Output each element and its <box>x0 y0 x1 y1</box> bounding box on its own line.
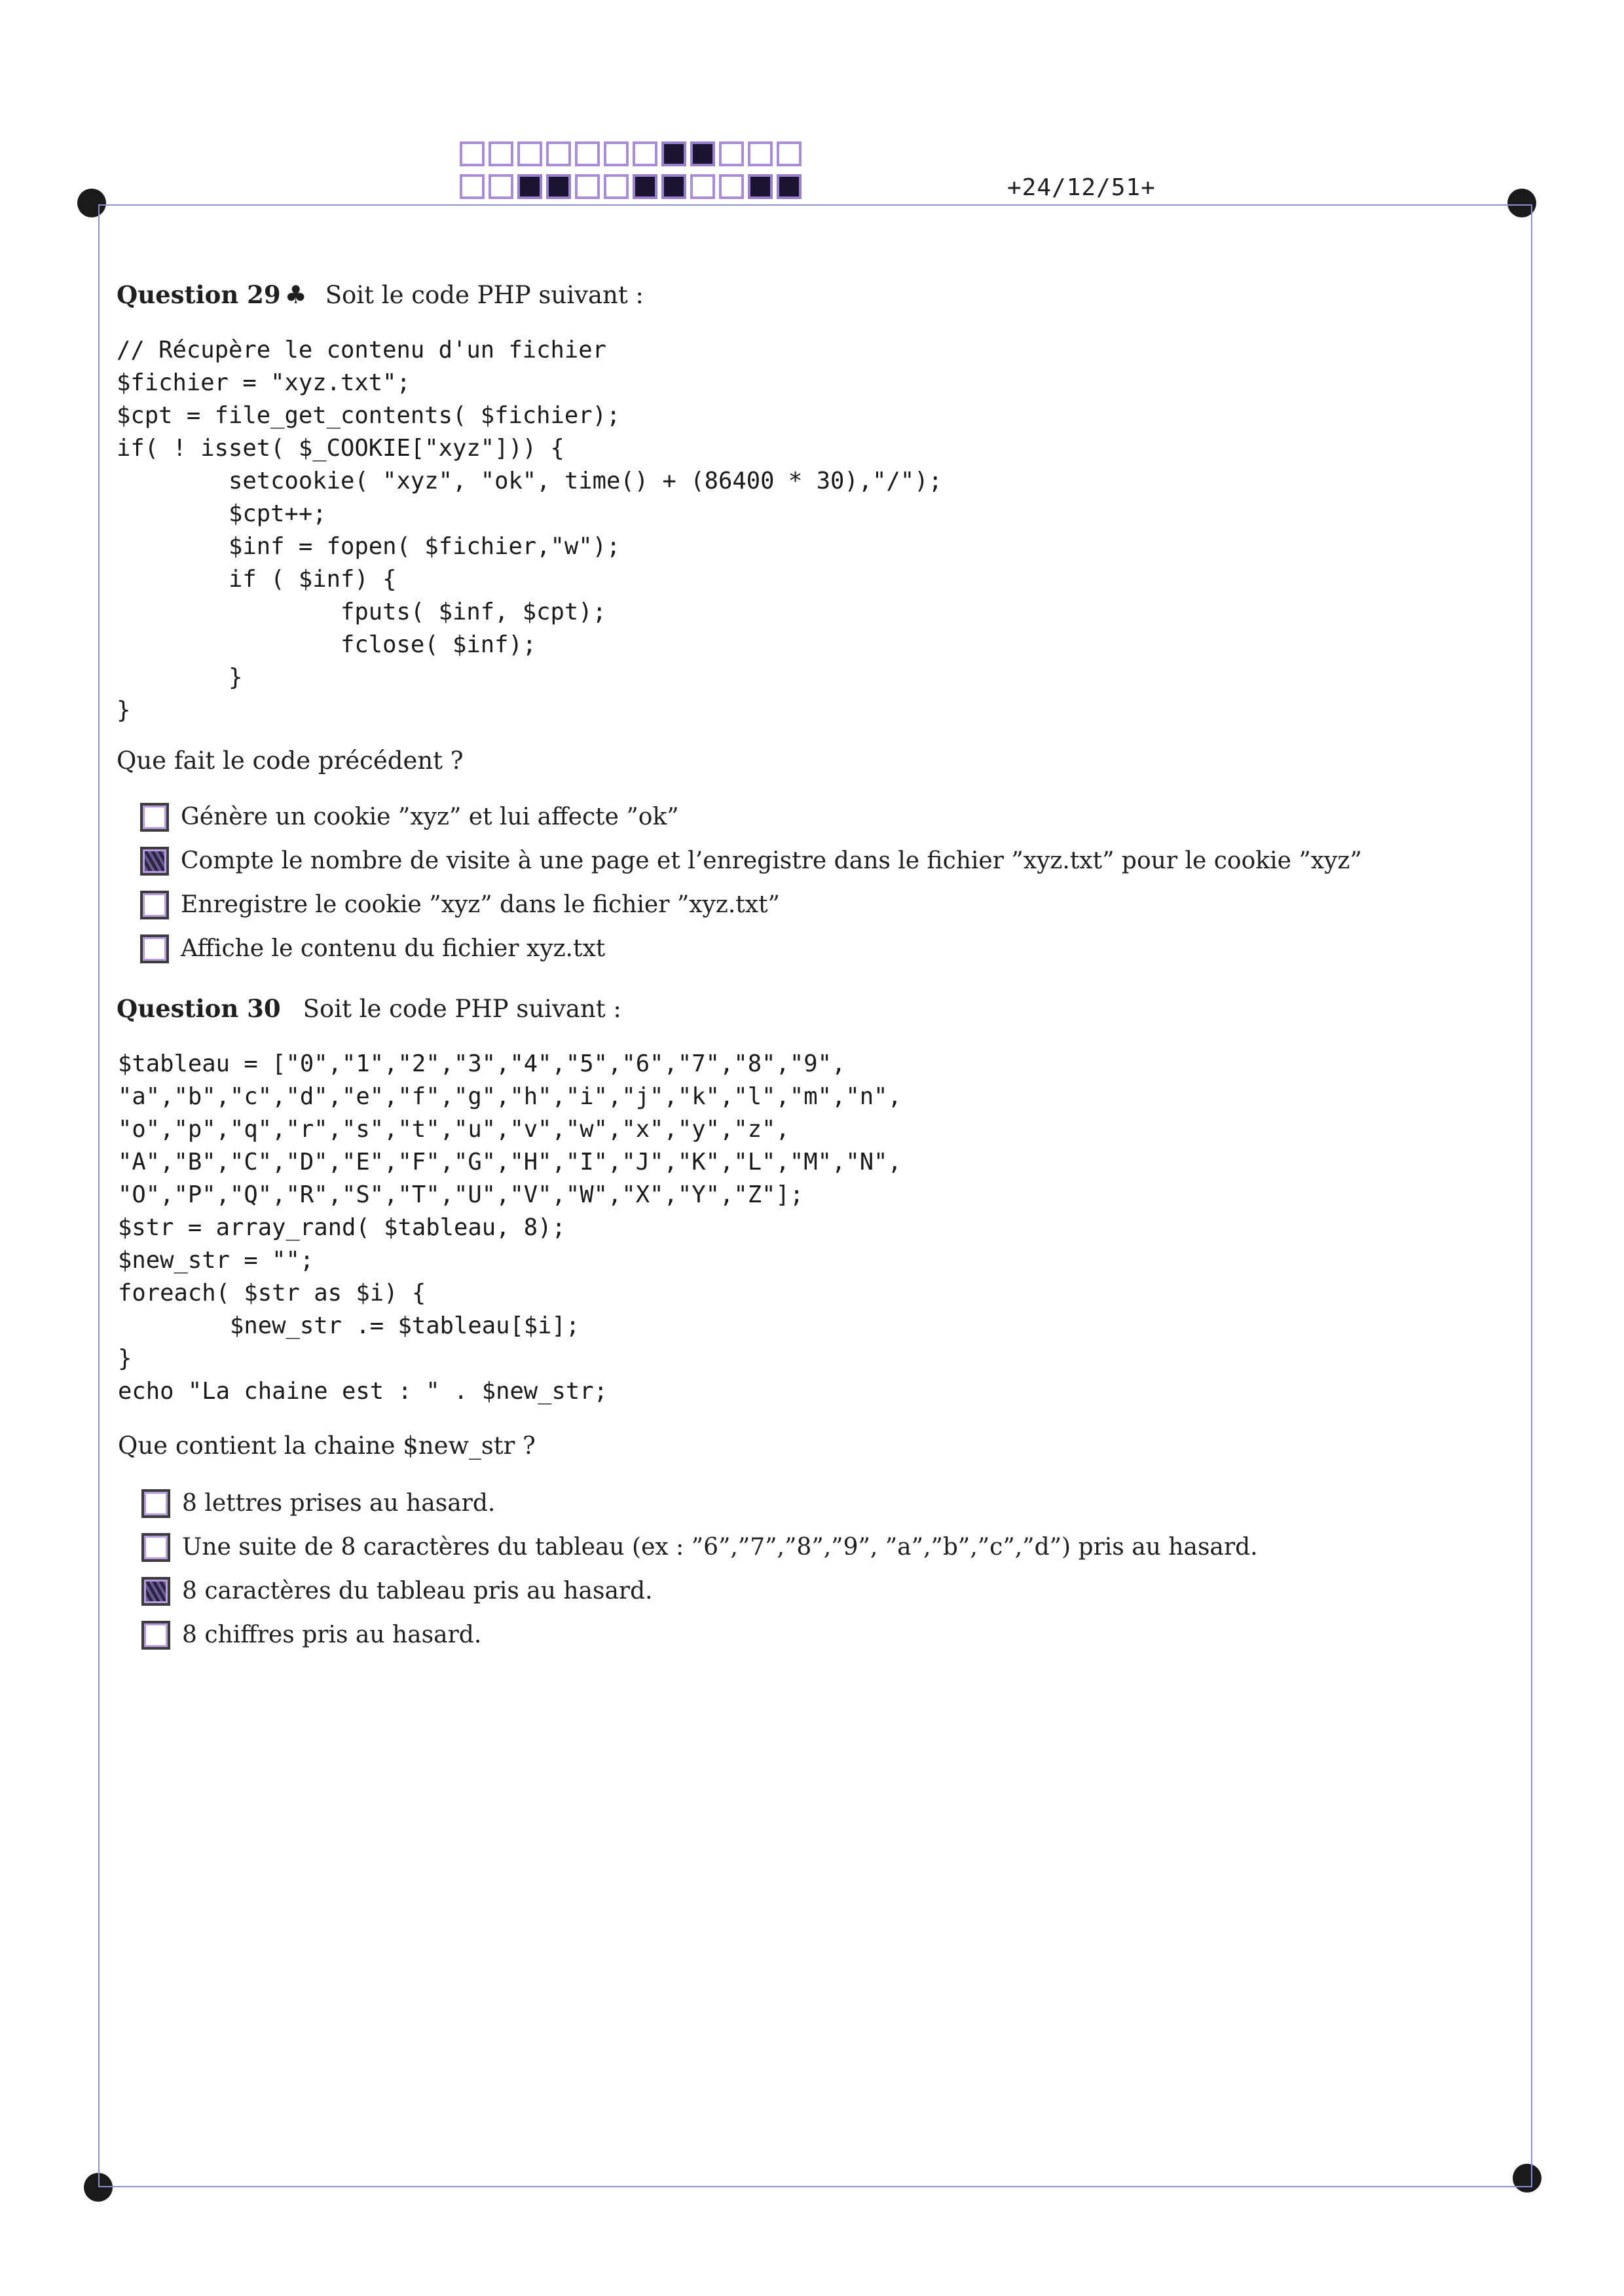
id-code-box <box>690 174 715 199</box>
id-code-row-1 <box>460 141 802 166</box>
answer-option[interactable] <box>140 883 1362 927</box>
answer-label: 8 lettres prises au hasard. <box>182 1490 496 1517</box>
answer-label: Affiche le contenu du fichier xyz.txt <box>181 935 606 962</box>
question-intro: Soit le code PHP suivant : <box>325 281 644 309</box>
id-code-box <box>489 141 513 166</box>
id-code-box <box>575 174 600 199</box>
answer-checkbox[interactable] <box>140 891 169 919</box>
id-code-box <box>777 141 802 166</box>
id-code-row-2 <box>460 174 802 199</box>
question-prompt: Que fait le code précédent ? <box>117 747 464 775</box>
id-code-box <box>604 174 629 199</box>
code-block: $tableau = ["0","1","2","3","4","5","6","7","8","9", "a","b","c","d","e","f","g","h","i","j","k","l","m","n", "o","p","q","r","s","t","u","v","w","x","y","z", "A","B","C","D","E","F","G","H","I","J","K","L","M","N", "O","P","Q","R","S","T","U","V","W","X","Y","Z"]; $str = array_rand( $tableau, 8); $new_str = ""; foreach( $str as $i) { $new_str .= $tableau[$i]; } echo "La chaine est : " . $new_str; <box>118 1050 902 1405</box>
id-code-box <box>748 141 773 166</box>
id-code-box-filled <box>546 174 571 199</box>
answer-option[interactable] <box>141 1613 1258 1657</box>
answer-label: 8 caractères du tableau pris au hasard. <box>182 1578 653 1604</box>
id-code-box <box>633 141 657 166</box>
answer-option[interactable] <box>140 839 1362 883</box>
question-intro: Soit le code PHP suivant : <box>303 995 621 1023</box>
question-title: Question 30 <box>117 994 281 1023</box>
id-code-box-filled <box>777 174 802 199</box>
code-block: // Récupère le contenu d'un fichier $fichier = "xyz.txt"; $cpt = file_get_contents( $fichier); if( ! isset( $_COOKIE["xyz"])) { setcookie( "xyz", "ok", time() + (86400 * 30),"/"); $cpt++; $inf = fopen( $fichier,"w"); if ( $inf) { fputs( $inf, $cpt); fclose( $inf); } } <box>117 337 942 724</box>
club-icon: ♣ <box>284 280 307 309</box>
answer-checkbox-checked[interactable] <box>141 1577 170 1606</box>
id-code-box-filled <box>748 174 773 199</box>
id-code-box-filled <box>633 174 657 199</box>
id-code-box <box>719 141 744 166</box>
id-code-box <box>460 141 485 166</box>
answer-checkbox[interactable] <box>141 1621 170 1650</box>
page-id: +24/12/51+ <box>1007 174 1156 201</box>
answer-checkbox[interactable] <box>140 803 169 832</box>
answer-label: Génère un cookie ”xyz” et lui affecte ”ok” <box>181 804 679 830</box>
answer-checkbox[interactable] <box>141 1489 170 1518</box>
answer-option[interactable] <box>140 927 1362 971</box>
question-prompt: Que contient la chaine $new_str ? <box>118 1432 536 1460</box>
id-code-box <box>460 174 485 199</box>
question-29-header <box>117 280 644 309</box>
answer-option[interactable] <box>141 1481 1258 1525</box>
id-code-box <box>546 141 571 166</box>
answer-checkbox[interactable] <box>140 935 169 963</box>
id-code-box-filled <box>661 141 686 166</box>
answer-list-q29 <box>140 795 1362 971</box>
answer-label: Une suite de 8 caractères du tableau (ex : ”6”,”7”,”8”,”9”, ”a”,”b”,”c”,”d”) pris au hasard. <box>182 1534 1258 1561</box>
answer-label: Compte le nombre de visite à une page et l’enregistre dans le fichier ”xyz.txt” pour le cookie ”xyz” <box>181 847 1362 874</box>
question-30-header <box>117 994 621 1023</box>
id-code-box <box>517 141 542 166</box>
answer-option[interactable] <box>140 795 1362 839</box>
id-code-box <box>575 141 600 166</box>
id-code-box <box>489 174 513 199</box>
question-title: Question 29 <box>117 280 281 309</box>
answer-option[interactable] <box>141 1525 1258 1569</box>
answer-label: 8 chiffres pris au hasard. <box>182 1621 482 1648</box>
answer-checkbox[interactable] <box>141 1533 170 1562</box>
id-code-box <box>604 141 629 166</box>
answer-list-q30 <box>141 1481 1258 1657</box>
answer-checkbox-checked[interactable] <box>140 847 169 876</box>
answer-label: Enregistre le cookie ”xyz” dans le fichier ”xyz.txt” <box>181 891 780 918</box>
id-code-box-filled <box>661 174 686 199</box>
id-code-box-filled <box>690 141 715 166</box>
id-code-box-filled <box>517 174 542 199</box>
answer-option[interactable] <box>141 1569 1258 1613</box>
id-code-box <box>719 174 744 199</box>
